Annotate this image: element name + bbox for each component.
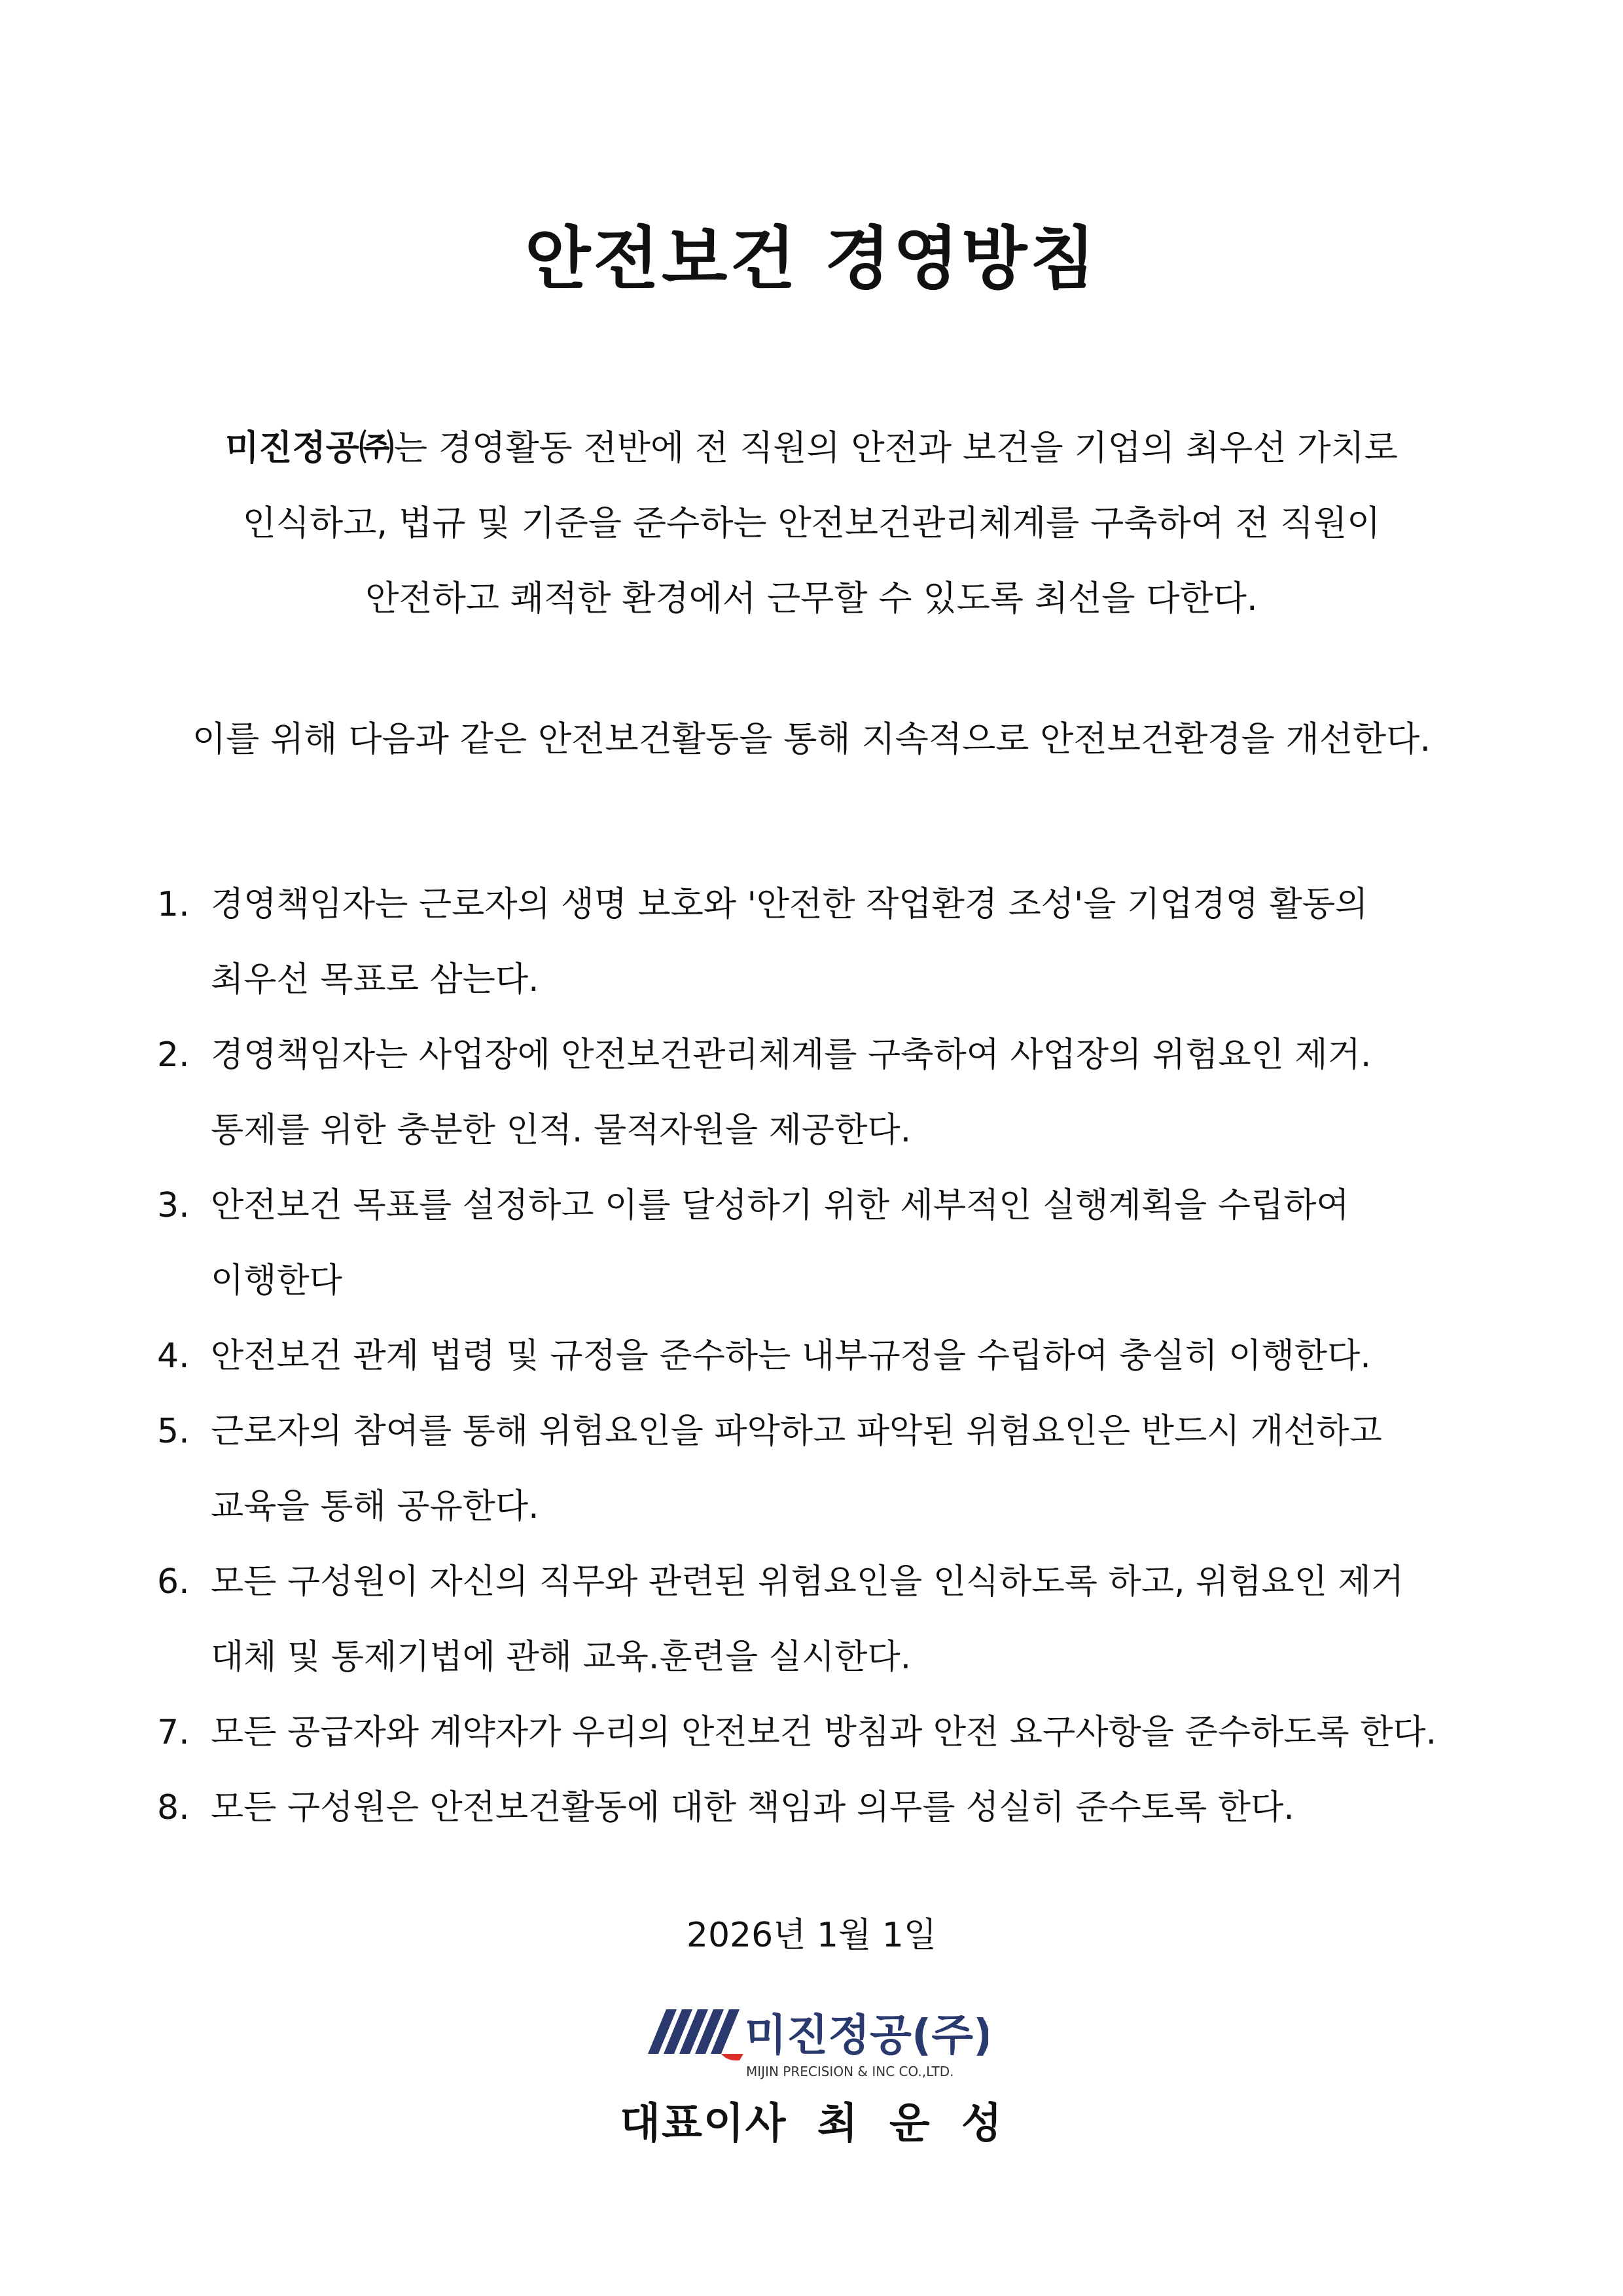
company-name: 미진정공㈜: [225, 428, 394, 468]
policy-item: [157, 1394, 1479, 1545]
policy-number: 5.: [157, 1412, 190, 1451]
policy-number: 3.: [157, 1186, 190, 1225]
intro-line-3: 안전하고 쾌적한 환경에서 근무할 수 있도록 최선을 다한다.: [365, 579, 1258, 619]
policy-item: [157, 1770, 1479, 1846]
policy-number: 7.: [157, 1713, 190, 1752]
company-logo-graphic: [648, 2003, 988, 2094]
logo-name-en: MIJIN PRECISION & INC CO.,LTD.: [746, 2064, 954, 2079]
policy-number: 4.: [157, 1336, 190, 1376]
logo-stripes-icon: [648, 2009, 743, 2060]
policy-text: 안전보건 관계 법령 및 규정을 준수하는 내부규정을 수립하여 충실히 이행한다.: [211, 1336, 1371, 1376]
policy-text: 근로자의 참여를 통해 위험요인을 파악하고 파악된 위험요인은 반드시 개선하고: [211, 1412, 1382, 1451]
policy-text: 교육을 통해 공유한다.: [211, 1487, 539, 1526]
policy-item: [157, 1545, 1479, 1695]
policy-item: [157, 867, 1479, 1018]
policy-text: 통제를 위한 충분한 인적. 물적자원을 제공한다.: [211, 1111, 912, 1150]
policy-text: 안전보건 목표를 설정하고 이를 달성하기 위한 세부적인 실행계획을 수립하여: [211, 1186, 1349, 1225]
representative-signature: 대표이사 최 운 성: [620, 2100, 1003, 2148]
policy-number: 1.: [157, 885, 190, 924]
logo-accent-swoosh: [721, 2054, 743, 2060]
page-title: 안전보건 경영방침: [525, 219, 1098, 298]
policy-text: 최우선 목표로 삼는다.: [211, 960, 539, 999]
policy-number: 8.: [157, 1788, 190, 1827]
logo-name-kr: 미진정공(주): [745, 2010, 988, 2060]
policy-item: [157, 1018, 1479, 1168]
policy-text: 모든 공급자와 계약자가 우리의 안전보건 방침과 안전 요구사항을 준수하도록 한다.: [211, 1713, 1437, 1752]
policy-text: 경영책임자는 사업장에 안전보건관리체계를 구축하여 사업장의 위험요인 제거.: [211, 1035, 1372, 1075]
policy-number: 6.: [157, 1562, 190, 1602]
policy-text: 모든 구성원은 안전보건활동에 대한 책임과 의무를 성실히 준수토록 한다.: [211, 1788, 1294, 1827]
policy-text: 대체 및 통제기법에 관해 교육.훈련을 실시한다.: [211, 1638, 912, 1677]
policy-list: [157, 867, 1479, 1846]
issue-date: 2026년 1월 1일: [686, 1916, 937, 1955]
policy-item: [157, 1319, 1479, 1394]
intro-line-2: 인식하고, 법규 및 기준을 준수하는 안전보건관리체계를 구축하여 전 직원이: [242, 503, 1381, 543]
intro-line-1-text: 는 경영활동 전반에 전 직원의 안전과 보건을 기업의 최우선 가치로: [393, 428, 1398, 468]
policy-item: [157, 1168, 1479, 1319]
policy-text: 모든 구성원이 자신의 직무와 관련된 위험요인을 인식하도록 하고, 위험요인 제거: [211, 1562, 1404, 1602]
intro-line-1: [0, 425, 1623, 471]
policy-item: [157, 1695, 1479, 1770]
policy-text: 이행한다: [211, 1261, 342, 1300]
intro-line-4: 이를 위해 다음과 같은 안전보건활동을 통해 지속적으로 안전보건환경을 개선한다.: [192, 719, 1431, 759]
policy-number: 2.: [157, 1035, 190, 1075]
policy-text: 경영책임자는 근로자의 생명 보호와 '안전한 작업환경 조성'을 기업경영 활동의: [211, 885, 1368, 924]
company-logo: [648, 2003, 988, 2094]
